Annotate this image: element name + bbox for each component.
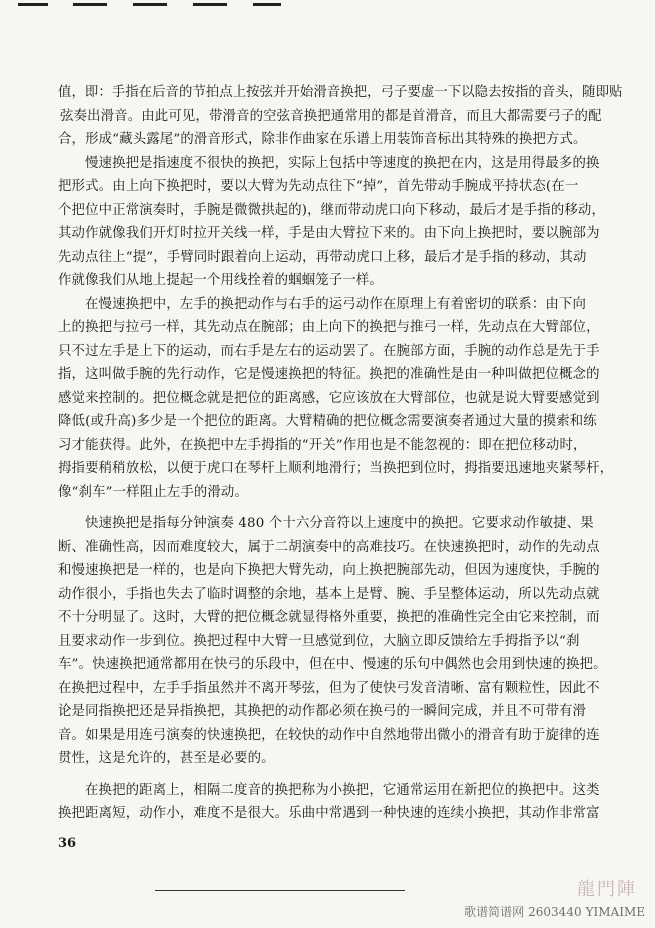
text-line: 把形式。由上向下换把时，要以大臂为先动点往下“掉”，首先带动手腕成平持状态(在一 [58,179,579,194]
text-line: 音。如果是用连弓演奏的快速换把，在较快的动作中自然地带出微小的滑音有助于旋律的连 [58,727,600,743]
text-line: 值，即：手指在后音的节拍点上按弦并开始滑音换把，弓子要虚一下以隐去按指的音头，随即贴 [58,85,623,100]
text-line: 合，形成“藏头露尾”的滑音形式，除非作曲家在乐谱上用装饰音标出其特殊的换把方式。 [58,132,587,147]
page-number: 36 [58,836,77,851]
text-line: 且要求动作一步到位。换把过程中大臂一旦感觉到位，大脑立即反馈给左手拇指予以“刹 [58,633,580,649]
text-line: 在慢速换把中，左手的换把动作与右手的运弓动作在原理上有着密切的联系：由下向 [85,296,587,312]
watermark-site [460,903,645,920]
text-line: 其动作就像我们开灯时拉开关线一样，手是由大臂拉下来的。由下向上换把时，要以腕部为 [58,226,600,241]
text-line: 不十分明显了。这时，大臂的把位概念就显得格外重要，换把的准确性完全由它来控制，而 [58,610,600,625]
text-line: 动作很小，手指也失去了临时调整的余地，基本上是臂、腕、手呈整体运动，所以先动点就 [58,586,600,602]
text-line: 拇指要稍稍放松，以便于虎口在琴杆上顺利地滑行；当换把到位时，拇指要迅速地夹紧琴杆， [58,461,614,476]
paragraph [58,296,614,509]
text-line: 快速换把是指每分钟演奏 480 个十六分音符以上速度中的换把。它要求动作敏捷、果 [85,516,594,531]
scan-top-marks [18,3,637,7]
text-line: 感觉来控制的。把位概念就是把位的距离感，它应该放在大臂部位，也就是说大臂要感觉到 [58,390,600,406]
paragraph [58,85,623,156]
text-line: 慢速换把是指速度不很快的换把，实际上包括中等速度的换把在内，这是用得最多的换 [85,155,600,171]
text-line: 只不过左手是上下的运动，而右手是左右的运动罢了。在腕部方面，手腕的动作总是先于手 [58,343,600,359]
text-line: 论是同指换把还是异指换把，其换把的动作都必须在换弓的一瞬间完成，并且不可带有滑 [58,704,587,719]
bottom-rule [155,890,405,891]
text-line: 在换把的距离上，相隔二度音的换把称为小换把，它通常运用在新把位的换把中。这类 [85,782,600,798]
text-line: 指，这叫做手腕的先行动作，它是慢速换把的特征。换把的准确性是由一种叫做把位概念的 [58,367,600,382]
text-line: 和慢速换把是一样的，也是向下换把大臂先动，向上换把腕部先动，但因为速度快，手腕的 [58,563,600,578]
paragraph [58,782,600,830]
paragraph [58,516,607,775]
watermark-code: 2603440 [528,905,582,919]
text-line: 作就像我们从地上提起一个用线拴着的蝈蝈笼子一样。 [58,273,383,288]
text-line: 上的换把与拉弓一样，其先动点在腕部；由上向下的换把与推弓一样，先动点在大臂部位， [58,320,600,335]
text-line: 先动点往上“提”，手臂同时跟着向上运动，再带动虎口上移，最后才是手指的移动，其动 [58,249,587,265]
text-line: 弦奏出滑音。由此可见，带滑音的空弦音换把通常用的都是首滑音，而且大都需要弓子的配 [60,108,602,124]
watermark-logo: 龍門陣 [577,879,637,900]
body-text [58,85,623,830]
text-line: 在换把过程中，左手手指虽然并不离开琴弦，但为了使快弓发音清晰、富有颗粒性，因此不 [58,680,600,696]
text-line: 车”。快速换把通常都用在快弓的乐段中，但在中、慢速的乐句中偶然也会用到快速的换把。 [58,657,607,672]
paragraph [58,155,605,297]
watermark-site-text: 歌谱简谱网 [464,905,525,919]
text-line: 换把距离短，动作小，难度不是很大。乐曲中常遇到一种快速的连续小换把，其动作非常富 [58,806,600,821]
text-line: 贯性，这是允许的，甚至是必要的。 [58,751,275,766]
text-line: 习才能获得。此外，在换把中左手拇指的“开关”作用也是不能忽视的：即在把位移动时， [58,437,587,453]
text-line: 个把位中正常演奏时，手腕是微微拱起的)，继而带动虎口向下移动，最后才是手指的移动， [58,202,605,218]
text-line: 降低(或升高)多少是一个把位的距离。大臂精确的把位概念需要演奏者通过大量的摸索和练 [58,414,597,429]
text-line: 断、准确性高，因而难度较大，属于二胡演奏中的高难技巧。在快速换把时，动作的先动点 [58,539,600,555]
text-line: 像“刹车”一样阻止左手的滑动。 [58,484,249,500]
watermark-url: YIMAIME [585,905,645,919]
site-watermark [460,875,645,920]
